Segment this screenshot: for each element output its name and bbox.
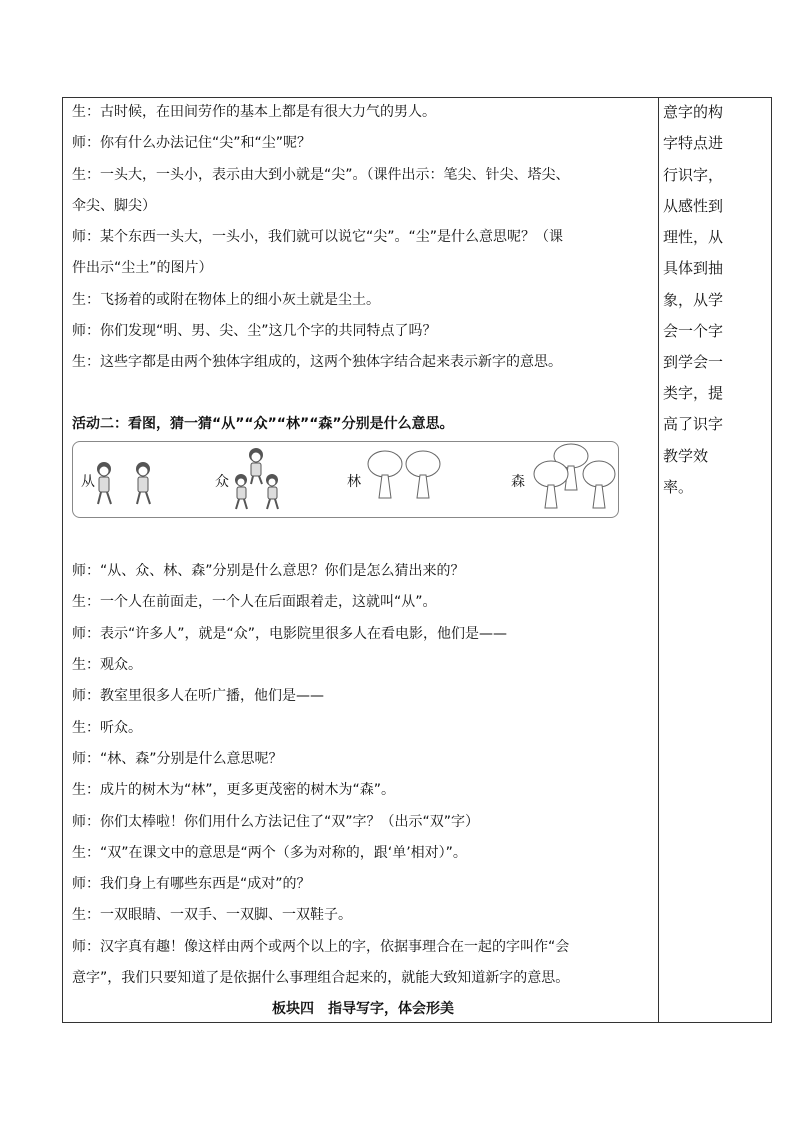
person-icon — [97, 462, 111, 504]
side-note-line: 意字的构 — [663, 103, 724, 121]
picture-label: 森 — [511, 474, 525, 490]
dialogue-line: 伞尖、脚尖） — [72, 198, 156, 214]
dialogue-line: 师：你们发现“明、男、尖、尘”这几个字的共同特点了吗？ — [72, 323, 437, 339]
picture-label: 从 — [81, 474, 95, 490]
dialogue-line: 师：我们身上有哪些东西是“成对”的？ — [72, 876, 311, 892]
tree-icon — [534, 461, 568, 508]
section-title: 板块四 指导写字，体会形美 — [272, 1001, 454, 1017]
dialogue-line: 生：古时候，在田间劳作的基本上都是有很大力气的男人。 — [72, 104, 436, 120]
side-note-line: 字特点进 — [663, 134, 724, 152]
dialogue-line: 生：这些字都是由两个独体字组成的，这两个独体字结合起来表示新字的意思。 — [72, 354, 562, 370]
dialogue-line: 件出示“尘土”的图片） — [72, 260, 213, 276]
dialogue-line: 生：成片的树木为“林”，更多更茂密的树木为“森”。 — [72, 782, 396, 798]
dialogue-line: 师：“从、众、林、森”分别是什么意思？你们是怎么猜出来的？ — [72, 563, 465, 579]
side-note-line: 具体到抽 — [663, 259, 724, 277]
dialogue-line: 师：汉字真有趣！像这样由两个或两个以上的字，依据事理合在一起的字叫作“会 — [72, 939, 570, 955]
column-divider — [658, 98, 659, 1022]
picture-illustration — [73, 442, 618, 517]
side-note-line: 行识字， — [663, 166, 724, 184]
side-note-line: 率。 — [663, 478, 694, 496]
dialogue-line: 生：观众。 — [72, 657, 142, 673]
person-icon — [249, 448, 263, 484]
dialogue-line: 师：你们太棒啦！你们用什么方法记住了“双”字？（出示“双”字） — [72, 814, 480, 830]
person-icon — [136, 462, 150, 504]
dialogue-line: 生：一个人在前面走，一个人在后面跟着走，这就叫“从”。 — [72, 594, 437, 610]
dialogue-line: 意字”，我们只要知道了是依据什么事理组合起来的，就能大致知道新字的意思。 — [72, 970, 570, 986]
dialogue-line: 师：表示“许多人”，就是“众”，电影院里很多人在看电影，他们是—— — [72, 626, 508, 642]
side-note-line: 高了识字 — [663, 415, 724, 433]
side-note-line: 教学效 — [663, 447, 709, 465]
dialogue-line: 生：一头大，一头小，表示由大到小就是“尖”。（课件出示：笔尖、针尖、塔尖、 — [72, 167, 570, 183]
dialogue-line: 师：“林、森”分别是什么意思呢？ — [72, 751, 283, 767]
side-note-line: 到学会一 — [663, 353, 724, 371]
side-note-line: 类字，提 — [663, 384, 724, 402]
dialogue-line: 生：听众。 — [72, 720, 142, 736]
tree-icon — [406, 451, 440, 498]
dialogue-line: 师：教室里很多人在听广播，他们是—— — [72, 688, 324, 704]
side-note-line: 理性，从 — [663, 228, 724, 246]
dialogue-line: 师：你有什么办法记住“尖”和“尘”呢？ — [72, 135, 312, 151]
dialogue-line: 师：某个东西一头大，一头小，我们就可以说它“尖”。“尘”是什么意思呢？（课 — [72, 229, 564, 245]
side-note-line: 会一个字 — [663, 322, 724, 340]
dialogue-line: 生：“双”在课文中的意思是“两个（多为对称的，跟‘单’相对）”。 — [72, 845, 467, 861]
dialogue-line: 生：一双眼睛、一双手、一双脚、一双鞋子。 — [72, 907, 352, 923]
dialogue-line: 生：飞扬着的或附在物体上的细小灰土就是尘土。 — [72, 292, 380, 308]
character-picture — [72, 441, 619, 518]
activity-heading: 活动二：看图，猜一猜“从”“众”“林”“森”分别是什么意思。 — [72, 416, 454, 432]
side-note-line: 象，从学 — [663, 291, 724, 309]
side-note-line: 从感性到 — [663, 197, 724, 215]
person-icon — [266, 474, 278, 509]
person-icon — [235, 474, 247, 509]
tree-icon — [368, 451, 402, 498]
lesson-table — [62, 97, 772, 1023]
tree-icon — [583, 461, 615, 508]
picture-label: 林 — [347, 474, 361, 490]
picture-label: 众 — [215, 474, 229, 490]
